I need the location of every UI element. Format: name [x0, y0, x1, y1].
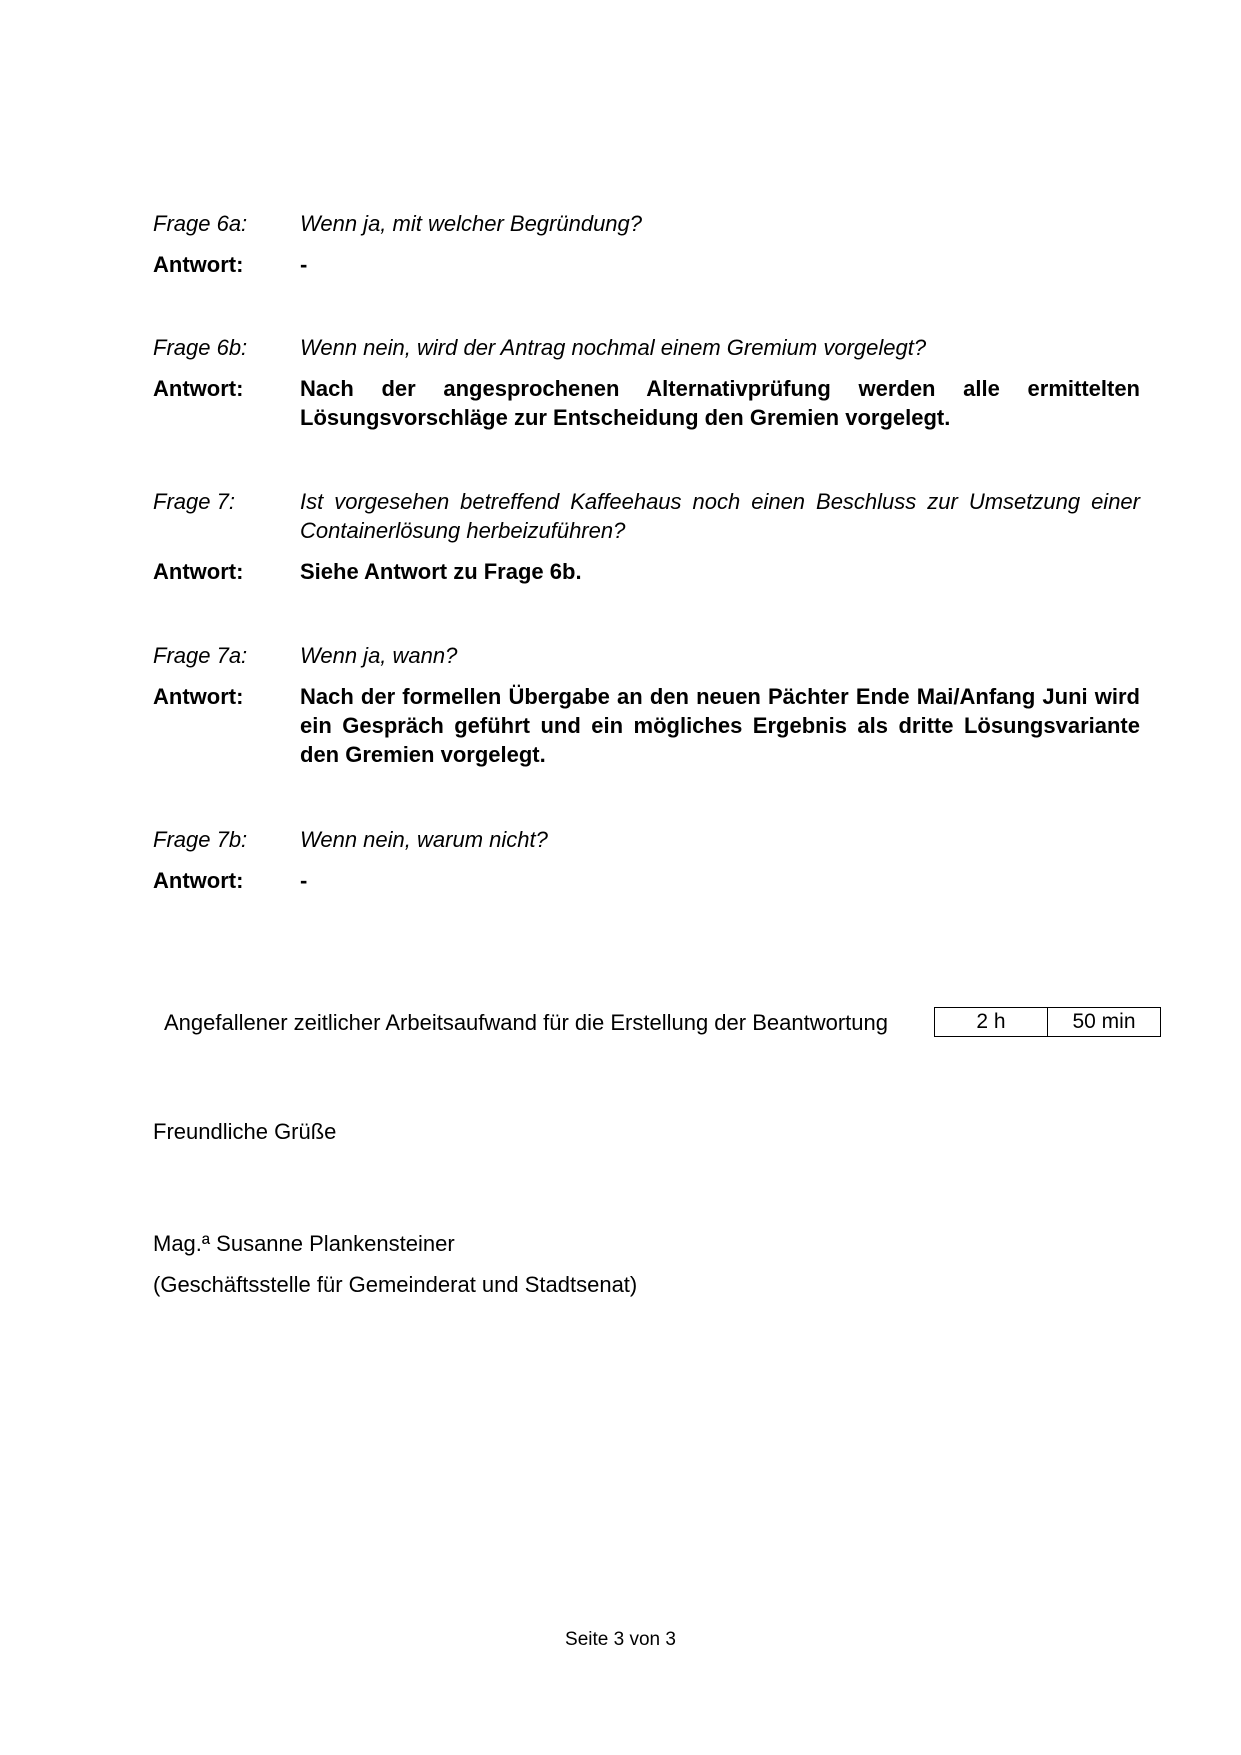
qa-block-7a	[153, 641, 1140, 769]
closing-greeting: Freundliche Grüße	[153, 1119, 337, 1144]
answer-text: Nach der angesprochenen Alternativprüfung werden alle ermittelten Lösungsvorschläge zur Entscheidung den Gremien vorgelegt.	[300, 376, 1140, 430]
signature-department: (Geschäftsstelle für Gemeinderat und Stadtsenat)	[153, 1272, 638, 1297]
qa-block-6b	[153, 333, 1140, 432]
page-number: Seite 3 von 3	[565, 1629, 676, 1650]
question-label: Frage 6b:	[153, 335, 248, 360]
answer-row	[153, 866, 1140, 895]
answer-row	[153, 557, 1140, 586]
work-effort-minutes: 50 min	[1047, 1008, 1160, 1036]
work-effort	[164, 1007, 1161, 1037]
question-row	[153, 333, 1140, 362]
qa-block-7b	[153, 825, 1140, 895]
answer-text: Siehe Antwort zu Frage 6b.	[300, 559, 582, 584]
question-text: Wenn nein, wird der Antrag nochmal einem Gremium vorgelegt?	[300, 335, 927, 360]
answer-row	[153, 682, 1140, 769]
question-text: Wenn ja, mit welcher Begründung?	[300, 211, 643, 236]
answer-text: -	[300, 252, 308, 277]
answer-label: Antwort:	[153, 252, 244, 277]
question-text: Wenn nein, warum nicht?	[300, 827, 548, 852]
answer-label: Antwort:	[153, 376, 244, 401]
question-text: Wenn ja, wann?	[300, 643, 458, 668]
answer-label: Antwort:	[153, 559, 244, 584]
qa-block-7	[153, 487, 1140, 586]
question-text: Ist vorgesehen betreffend Kaffeehaus noch einen Beschluss zur Umsetzung einer Containerlösung herbeizuführen?	[300, 489, 1140, 543]
work-effort-hours: 2 h	[976, 1010, 1006, 1033]
answer-text: Nach der formellen Übergabe an den neuen Pächter Ende Mai/Anfang Juni wird ein Gespräch geführt und ein mögliches Ergebnis als dritte Lösungsvariante den Gremien vorgelegt.	[300, 684, 1140, 767]
question-label: Frage 7:	[153, 489, 235, 514]
answer-text: -	[300, 868, 308, 893]
qa-block-6a	[153, 209, 1140, 279]
question-row	[153, 209, 1140, 238]
question-row	[153, 825, 1140, 854]
question-label: Frage 7b:	[153, 827, 248, 852]
question-label: Frage 6a:	[153, 211, 248, 236]
question-row	[153, 487, 1140, 545]
answer-row	[153, 250, 1140, 279]
question-row	[153, 641, 1140, 670]
answer-label: Antwort:	[153, 868, 244, 893]
answer-label: Antwort:	[153, 684, 244, 709]
question-label: Frage 7a:	[153, 643, 248, 668]
work-effort-box	[934, 1007, 1161, 1037]
signature-name: Mag.ª Susanne Plankensteiner	[153, 1231, 455, 1256]
answer-row	[153, 374, 1140, 432]
work-effort-label: Angefallener zeitlicher Arbeitsaufwand für die Erstellung der Beantwortung	[164, 1009, 888, 1035]
